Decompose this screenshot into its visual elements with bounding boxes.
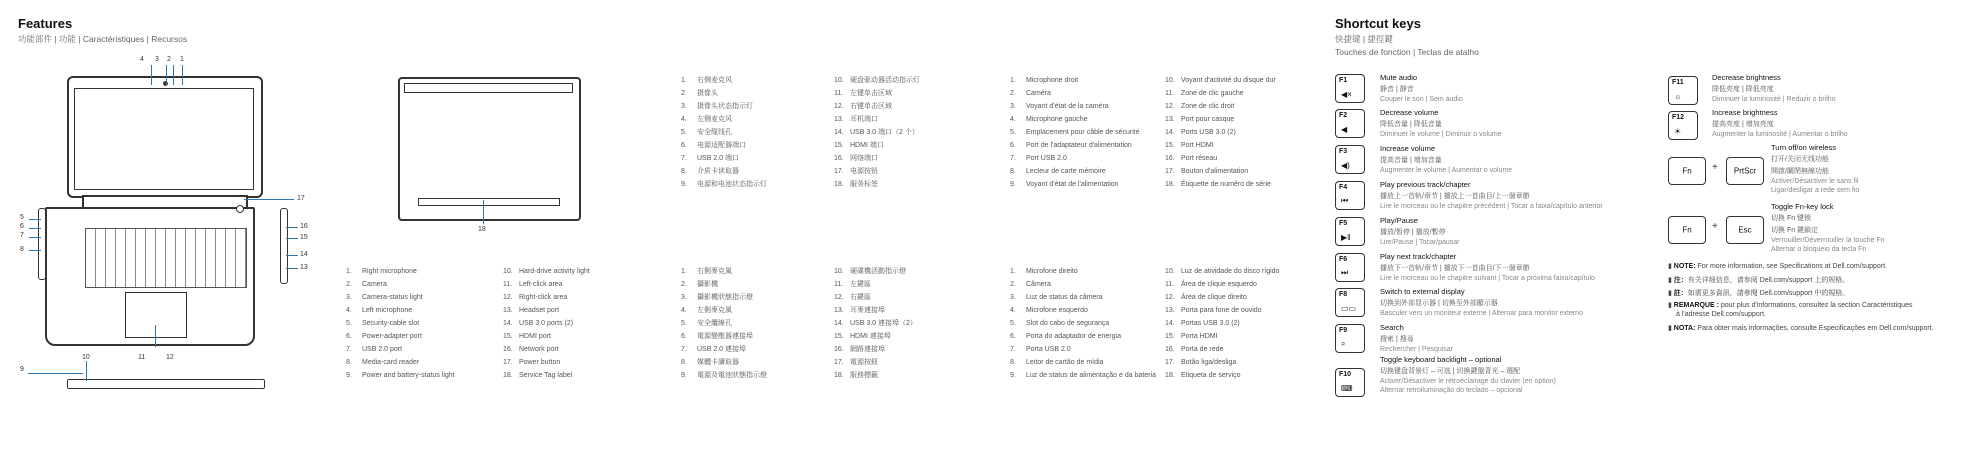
list-item: 7. USB 2.0 端口: [681, 155, 740, 162]
key-f1: F1 ◀×: [1335, 74, 1365, 103]
callout-17: 17: [297, 195, 305, 202]
volume-up-icon: ◀): [1341, 161, 1350, 170]
callout-line: [29, 228, 41, 229]
keyboard-backlight-icon: ⌨: [1341, 384, 1353, 393]
callout-16: 16: [300, 223, 308, 230]
list-item: 14. USB 3.0 ports (2): [503, 320, 574, 327]
power-button: [236, 205, 244, 213]
list-item: 4. 左側麥克風: [681, 307, 732, 314]
list-item: 9. Power and battery-status light: [346, 372, 455, 379]
list-item: 6. Porta do adaptador de energia: [1010, 333, 1121, 340]
volume-down-icon: ◀: [1341, 125, 1348, 134]
note-icon: ▮: [1668, 325, 1674, 332]
list-item: 1. 右侧麦克风: [681, 77, 732, 84]
callout-2: 2: [167, 56, 171, 63]
list-item: 4. Microphone gauche: [1010, 116, 1088, 123]
previous-track-icon: ⏮: [1341, 196, 1349, 205]
list-item: 17. Bouton d'alimentation: [1165, 168, 1249, 175]
list-item: 13. 耳机端口: [834, 116, 878, 123]
note-icon: ▮: [1668, 263, 1674, 270]
list-zht-a: [681, 265, 767, 382]
key-f3: F3 ◀): [1335, 145, 1365, 174]
list-item: 13. Porta para fone de ouvido: [1165, 307, 1262, 314]
laptop-right-side: [280, 208, 288, 284]
laptop-bottom-vent: [418, 198, 560, 206]
list-zhs-b: [834, 74, 920, 191]
list-item: 6. 电源适配器端口: [681, 142, 746, 149]
key-f10: F10 ⌨: [1335, 368, 1365, 397]
list-item: 10. 硬盘驱动器活动指示灯: [834, 77, 920, 84]
callout-7: 7: [20, 232, 24, 239]
list-zht-b: [834, 265, 917, 382]
list-fr-a: [1010, 74, 1140, 191]
callout-5: 5: [20, 214, 24, 221]
shortcut-f12: Increase brightness 提高亮度 | 增加亮度 Augmenter la luminosité | Aumentar o brilho: [1712, 108, 1848, 138]
shortcut-f3: Increase volume 提高音量 | 增加音量 Augmenter le volume | Aumentar o volume: [1380, 144, 1513, 174]
list-item: 18. Étiquette de numéro de série: [1165, 181, 1271, 188]
play-pause-icon: ▶‖: [1341, 233, 1351, 242]
list-item: 9. Voyant d'état de l'alimentation: [1010, 181, 1119, 188]
list-item: 11. Área de clique esquerdo: [1165, 281, 1257, 288]
next-track-icon: ⏭: [1341, 268, 1349, 277]
callout-13: 13: [300, 264, 308, 271]
list-item: 5. 安全缆线孔: [681, 129, 732, 136]
callout-12: 12: [166, 354, 174, 361]
note-pt: ▮ NOTA: Para obter mais informações, consulte Especificações em Dell.com/support.: [1668, 325, 1934, 332]
list-item: 8. Leitor de cartão de mídia: [1010, 359, 1104, 366]
list-item: 2. 摄像头: [681, 90, 718, 97]
list-item: 5. Emplacement pour câble de sécurité: [1010, 129, 1140, 136]
list-item: 11. Zone de clic gauche: [1165, 90, 1244, 97]
features-subtitle: 功能部件 | 功能 | Caractéristiques | Recursos: [18, 34, 188, 44]
list-item: 11. 左键单击区域: [834, 90, 892, 97]
callout-line: [29, 219, 41, 220]
list-item: 9. 电源和电池状态指示灯: [681, 181, 767, 188]
list-item: 7. USB 2.0 port: [346, 346, 403, 353]
list-item: 7. USB 2.0 連接埠: [681, 346, 747, 353]
list-item: 4. 左侧麦克风: [681, 116, 732, 123]
list-item: 14. USB 3.0 連接埠（2）: [834, 320, 917, 327]
callout-line: [244, 199, 294, 200]
callout-line: [29, 250, 41, 251]
list-item: 12. 右鍵區: [834, 294, 871, 301]
list-item: 5. Security-cable slot: [346, 320, 420, 327]
shortcut-f1: Mute audio 静音 | 靜音 Couper le son | Sem áudio: [1380, 73, 1463, 103]
list-item: 18. 服务标签: [834, 181, 878, 188]
list-item: 11. Left-click area: [503, 281, 563, 288]
callout-15: 15: [300, 234, 308, 241]
list-zhs-a: [681, 74, 767, 191]
list-item: 13. Port pour casque: [1165, 116, 1235, 123]
callout-1: 1: [180, 56, 184, 63]
list-item: 9. Luz de status de alimentação e da bateria: [1010, 372, 1156, 379]
laptop-bottom-hinge: [404, 83, 573, 93]
shortcut-f6: Play next track/chapter 播放下一首轨/章节 | 播放下一首曲目/下一個章節 Lire le morceau ou le chapitre suivant | Tocar a próxima faixa/capítulo: [1380, 252, 1595, 282]
shortcuts-title: Shortcut keys: [1335, 16, 1421, 31]
key-f11: F11 ☼: [1668, 76, 1698, 105]
callout-6: 6: [20, 223, 24, 230]
list-item: 10. Luz de atividade do disco rígido: [1165, 268, 1280, 275]
mute-icon: ◀×: [1341, 90, 1352, 99]
list-item: 15. Porta HDMI: [1165, 333, 1218, 340]
list-item: 4. Microfone esquerdo: [1010, 307, 1088, 314]
brightness-down-icon: ☼: [1674, 92, 1682, 101]
list-item: 15. HDMI 端口: [834, 142, 884, 149]
list-item: 1. Microfone direito: [1010, 268, 1078, 275]
callout-9: 9: [20, 366, 24, 373]
list-item: 13. 耳麥連接埠: [834, 307, 885, 314]
key-f2: F2 ◀: [1335, 109, 1365, 138]
key-prtscr: PrtScr: [1726, 157, 1764, 185]
list-item: 16. 網路連接埠: [834, 346, 885, 353]
callout-line: [173, 65, 174, 85]
laptop-screen: [74, 88, 254, 190]
callout-14: 14: [300, 251, 308, 258]
list-item: 10. Hard-drive activity light: [503, 268, 590, 275]
callout-line: [286, 255, 298, 256]
key-f5: F5 ▶‖: [1335, 217, 1365, 246]
list-item: 15. HDMI 連接埠: [834, 333, 891, 340]
list-fr-b: [1165, 74, 1276, 191]
external-display-icon: ▭▭: [1341, 304, 1357, 313]
list-pt-b: [1165, 265, 1279, 382]
callout-3: 3: [155, 56, 159, 63]
keyboard: [85, 228, 247, 288]
list-item: 12. 右键单击区域: [834, 103, 892, 110]
note-icon: ▮: [1668, 290, 1674, 297]
list-item: 10. Voyant d'activité du disque dur: [1165, 77, 1276, 84]
list-item: 18. 服務標籤: [834, 372, 878, 379]
key-f8: F8 ▭▭: [1335, 288, 1365, 317]
callout-line: [182, 65, 183, 85]
key-esc: Esc: [1726, 216, 1764, 244]
list-item: 16. Network port: [503, 346, 559, 353]
shortcut-f4: Play previous track/chapter 播放上一首轨/章节 | 播放上一首曲目/上一個章節 Lire le morceau ou le chapitre précédent | Tocar a faixa/capítulo anterior: [1380, 180, 1603, 210]
list-item: 3. Luz de status da câmera: [1010, 294, 1103, 301]
list-item: 7. Porta USB 2.0: [1010, 346, 1071, 353]
callout-line: [483, 200, 484, 224]
list-item: 14. Ports USB 3.0 (2): [1165, 129, 1236, 136]
list-item: 2. 攝影機: [681, 281, 718, 288]
list-en-a: [346, 265, 455, 382]
callout-18: 18: [478, 226, 486, 233]
list-item: 8. 介质卡读取器: [681, 168, 739, 175]
list-item: 17. 電源按鈕: [834, 359, 878, 366]
callout-line: [166, 65, 167, 85]
list-item: 16. Porta de rede: [1165, 346, 1224, 353]
shortcut-wireless: Turn off/on wireless 打开/关闭无线功能 開啟/關閉無線功能 Activer/Désactiver le sans fil Ligar/desligar a rede sem fio: [1771, 143, 1860, 194]
callout-line: [29, 237, 41, 238]
key-f4: F4 ⏮: [1335, 181, 1365, 210]
shortcut-f11: Decrease brightness 降低亮度 | 降低亮度 Diminuer la luminosité | Reduzir o brilho: [1712, 73, 1836, 103]
list-item: 14. USB 3.0 端口（2 个）: [834, 129, 919, 136]
list-item: 3. 摄像头状态指示灯: [681, 103, 753, 110]
key-fn: Fn: [1668, 157, 1706, 185]
shortcut-f5: Play/Pause 播放/暂停 | 播放/暫停 Lire/Pause | Tocar/pausar: [1380, 216, 1460, 246]
shortcut-f2: Decrease volume 降低音量 | 降低音量 Diminuer le volume | Diminuir o volume: [1380, 108, 1502, 138]
list-item: 1. 右側麥克風: [681, 268, 732, 275]
list-item: 8. 媒體卡讀取器: [681, 359, 739, 366]
plus-sign: +: [1712, 221, 1718, 232]
list-item: 17. Power button: [503, 359, 561, 366]
list-item: 12. Área de clique direito: [1165, 294, 1247, 301]
list-item: 17. Botão liga/desliga: [1165, 359, 1237, 366]
callout-line: [286, 238, 298, 239]
list-item: 15. HDMI port: [503, 333, 551, 340]
list-item: 2. Camera: [346, 281, 387, 288]
list-item: 12. Right-click area: [503, 294, 568, 301]
list-pt-a: [1010, 265, 1156, 382]
key-f9: F9 ⌕: [1335, 324, 1365, 353]
plus-sign: +: [1712, 162, 1718, 173]
list-item: 18. Service Tag label: [503, 372, 573, 379]
list-item: 3. Voyant d'état de la caméra: [1010, 103, 1109, 110]
note-icon: ▮: [1668, 302, 1674, 309]
list-item: 6. Power-adapter port: [346, 333, 422, 340]
key-f12: F12 ☀: [1668, 111, 1698, 140]
list-item: 2. Câmera: [1010, 281, 1051, 288]
callout-line: [86, 361, 87, 381]
list-item: 8. Media-card reader: [346, 359, 420, 366]
callout-line: [286, 227, 298, 228]
brightness-up-icon: ☀: [1674, 127, 1682, 136]
list-item: 10. 硬碟機活動指示燈: [834, 268, 906, 275]
note-icon: ▮: [1668, 277, 1674, 284]
laptop-front-edge: [67, 379, 265, 389]
list-item: 7. Port USB 2.0: [1010, 155, 1067, 162]
shortcut-f10: Toggle keyboard backlight – optional 切换键盘背景灯 – 可选 | 切換鍵盤背光 – 選配 Activer/Désactiver le rétroéclairage du clavier (en option) Alternar retroiluminação do teclado – opcional: [1380, 355, 1556, 394]
list-item: 14. Portas USB 3.0 (2): [1165, 320, 1240, 327]
list-item: 1. Microphone droit: [1010, 77, 1079, 84]
list-item: 6. 電源變壓器連接埠: [681, 333, 753, 340]
search-icon: ⌕: [1341, 339, 1346, 348]
note-zht: ▮ 註：如需更多資訊，請參閱 Dell.com/support 中的規格。: [1668, 290, 1850, 297]
callout-line: [151, 65, 152, 85]
list-item: 4. Left microphone: [346, 307, 413, 314]
list-item: 16. Port réseau: [1165, 155, 1218, 162]
note-zhs: ▮ 注：有关详细信息，请参阅 Dell.com/support 上的规格。: [1668, 277, 1850, 284]
list-item: 17. 电源按钮: [834, 168, 878, 175]
note-fr-cont: à l'adresse Dell.com/support.: [1676, 311, 1767, 318]
shortcut-fn-lock: Toggle Fn-key lock 切换 Fn 键锁 切換 Fn 鍵鎖定 Verrouiller/Déverrouiller la touche Fn Alternar o bloqueio da tecla Fn: [1771, 202, 1885, 253]
list-item: 13. Headset port: [503, 307, 560, 314]
callout-line: [286, 268, 298, 269]
list-item: 11. 左鍵區: [834, 281, 871, 288]
callout-line: [28, 373, 83, 374]
callout-8: 8: [20, 246, 24, 253]
list-item: 3. Camera-status light: [346, 294, 423, 301]
key-fn-2: Fn: [1668, 216, 1706, 244]
shortcut-f8: Switch to external display 切换到外部显示器 | 切換至外部顯示器 Basculer vers un moniteur externe | Alternar para monitor externo: [1380, 287, 1583, 317]
shortcuts-subtitle-zh: 快捷键 | 捷徑鍵: [1335, 34, 1393, 44]
callout-11: 11: [138, 354, 146, 361]
list-item: 15. Port HDMI: [1165, 142, 1214, 149]
list-item: 1. Right microphone: [346, 268, 417, 275]
list-item: 2. Caméra: [1010, 90, 1051, 97]
shortcut-f9: Search 搜索 | 搜尋 Rechercher | Pesquisar: [1380, 323, 1454, 353]
key-f6: F6 ⏭: [1335, 253, 1365, 282]
list-item: 5. Slot do cabo de segurança: [1010, 320, 1110, 327]
callout-line: [155, 325, 156, 347]
list-item: 9. 電源及電池狀態指示燈: [681, 372, 767, 379]
callout-10: 10: [82, 354, 90, 361]
list-item: 18. Etiqueta de serviço: [1165, 372, 1241, 379]
features-title: Features: [18, 16, 73, 31]
note-fr: ▮ REMARQUE : pour plus d'informations, consultez la section Caractéristiques: [1668, 302, 1913, 309]
touchpad: [125, 292, 187, 338]
list-item: 8. Lecteur de carte mémoire: [1010, 168, 1106, 175]
list-item: 3. 攝影機狀態指示燈: [681, 294, 753, 301]
list-en-b: [503, 265, 590, 382]
shortcuts-subtitle-frpt: Touches de fonction | Teclas de atalho: [1335, 47, 1479, 57]
list-item: 5. 安全纜線孔: [681, 320, 732, 327]
list-item: 12. Zone de clic droit: [1165, 103, 1235, 110]
callout-4: 4: [140, 56, 144, 63]
list-item: 6. Port de l'adaptateur d'alimentation: [1010, 142, 1132, 149]
note-en: ▮ NOTE: For more information, see Specifications at Dell.com/support.: [1668, 263, 1887, 270]
list-item: 16. 网络端口: [834, 155, 878, 162]
